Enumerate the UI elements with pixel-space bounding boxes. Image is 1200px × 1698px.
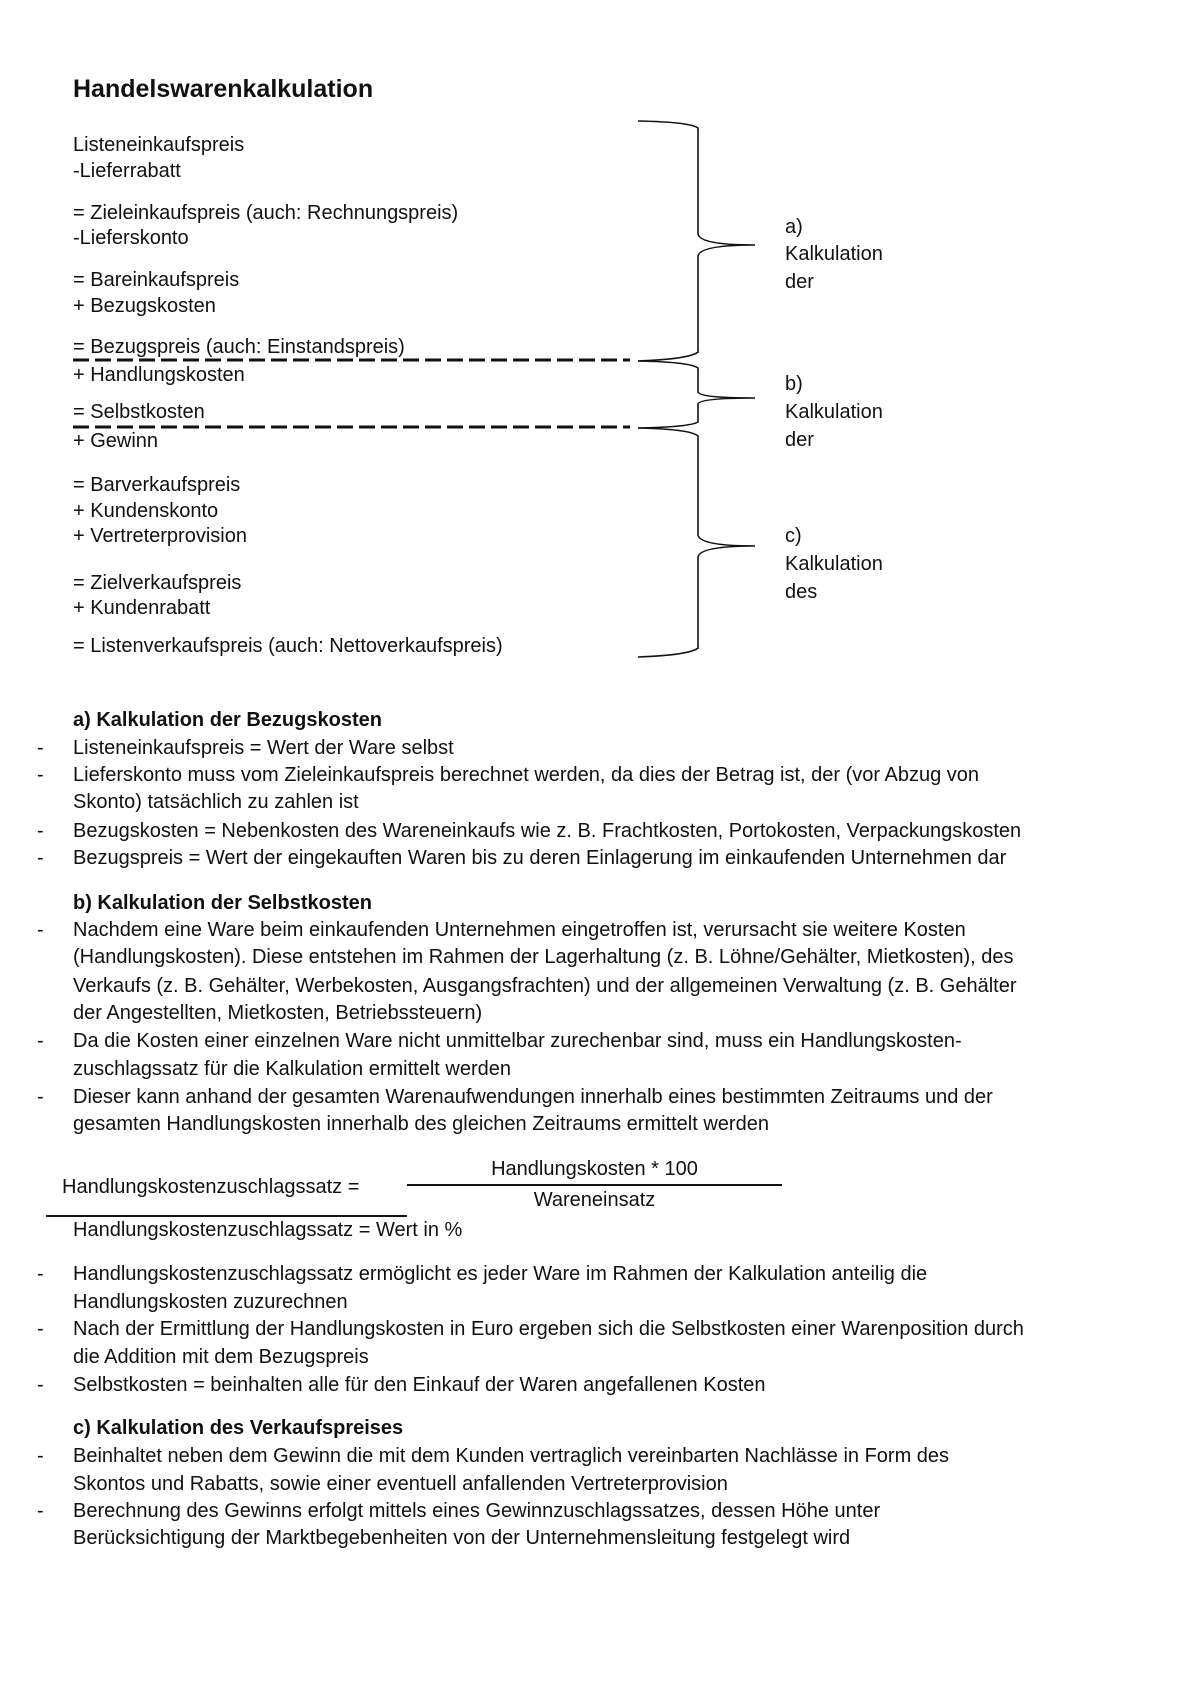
brace-cut-text: der: [785, 271, 814, 293]
scheme-line: + Bezugskosten: [73, 295, 216, 317]
bullet-text: zuschlagssatz für die Kalkulation ermittelt werden: [73, 1058, 511, 1080]
brace-cut-text: des: [785, 581, 818, 603]
scheme-line: = Zieleinkaufspreis (auch: Rechnungspreis): [73, 202, 459, 224]
bullet-dash: -: [37, 1086, 44, 1108]
bullet-text: Handlungskostenzuschlagssatz ermöglicht es jeder Ware im Rahmen der Kalkulation anteilig die: [73, 1263, 928, 1285]
bullet-dash: -: [37, 919, 44, 941]
bullet-dash: -: [37, 1030, 44, 1052]
bullet-text: Verkaufs (z. B. Gehälter, Werbekosten, Ausgangsfrachten) und der allgemeinen Verwaltung (z. B. Gehälter: [73, 975, 1017, 997]
scheme-line: = Bezugspreis (auch: Einstandspreis): [73, 336, 405, 358]
bullet-text: die Addition mit dem Bezugspreis: [73, 1346, 369, 1368]
scheme-line: = Zielverkaufspreis: [73, 572, 242, 594]
brace-cut: [785, 580, 865, 603]
scheme-line: = Barverkaufspreis: [73, 474, 241, 496]
brace-word: Kalkulation: [785, 553, 883, 575]
bullet-text: Skonto) tatsächlich zu zahlen ist: [73, 791, 359, 813]
formula-result: Handlungskostenzuschlagssatz = Wert in %: [73, 1219, 463, 1241]
bullet-text: Da die Kosten einer einzelnen Ware nicht unmittelbar zurechenbar sind, muss ein Handlungskosten-: [73, 1030, 962, 1052]
section-heading: c) Kalkulation des Verkaufspreises: [73, 1417, 404, 1439]
bullet-text: (Handlungskosten). Diese entstehen im Rahmen der Lagerhaltung (z. B. Löhne/Gehälter, Mietkosten), des: [73, 946, 1014, 968]
scheme-line: = Selbstkosten: [73, 401, 205, 423]
bullet-text: Berechnung des Gewinns erfolgt mittels eines Gewinnzuschlagssatzes, dessen Höhe unter: [73, 1500, 881, 1522]
bullet-text: Nachdem eine Ware beim einkaufenden Unternehmen eingetroffen ist, verursacht sie weitere Kosten: [73, 919, 966, 941]
bullet-text: Listeneinkaufspreis = Wert der Ware selbst: [73, 737, 454, 759]
section-heading: b) Kalkulation der Selbstkosten: [73, 892, 372, 914]
formula-denominator: Wareneinsatz: [533, 1189, 656, 1211]
bullet-dash: -: [37, 1500, 44, 1522]
scheme-line: Listeneinkaufspreis: [73, 134, 245, 156]
brace-a: [638, 121, 755, 361]
bullet-text: Bezugskosten = Nebenkosten des Wareneinkaufs wie z. B. Frachtkosten, Portokosten, Verpackungskosten: [73, 820, 1022, 842]
scheme-line: -Lieferskonto: [73, 227, 189, 249]
bullet-text: Dieser kann anhand der gesamten Warenaufwendungen innerhalb eines bestimmten Zeitraums und der: [73, 1086, 993, 1108]
brace-letter: a): [785, 216, 803, 238]
bullet-dash: -: [37, 737, 44, 759]
scheme-line: + Kundenrabatt: [73, 597, 211, 619]
brace-cut: [785, 270, 865, 293]
scheme-line: -Lieferrabatt: [73, 160, 181, 182]
bullet-dash: -: [37, 1263, 44, 1285]
brace-diagram: [0, 0, 1200, 700]
brace-cut: [785, 428, 865, 451]
scheme-line: + Vertreterprovision: [73, 525, 247, 547]
bullet-text: Skontos und Rabatts, sowie einer eventuell anfallenden Vertreterprovision: [73, 1473, 728, 1495]
bullet-text: gesamten Handlungskosten innerhalb des gleichen Zeitraums ermittelt werden: [73, 1113, 769, 1135]
bullet-dash: -: [37, 847, 44, 869]
formula-numerator: Handlungskosten * 100: [491, 1158, 698, 1180]
bullet-text: Berücksichtigung der Marktbegebenheiten von der Unternehmensleitung festgelegt wird: [73, 1527, 851, 1549]
bullet-text: Lieferskonto muss vom Zieleinkaufspreis berechnet werden, da dies der Betrag ist, der (vor Abzug von: [73, 764, 980, 786]
scheme-line: = Listenverkaufspreis (auch: Nettoverkaufspreis): [73, 635, 503, 657]
brace-letter: b): [785, 373, 803, 395]
brace-word: Kalkulation: [785, 243, 883, 265]
section-heading: a) Kalkulation der Bezugskosten: [73, 709, 382, 731]
bullet-dash: -: [37, 1374, 44, 1396]
bullet-dash: -: [37, 820, 44, 842]
bullet-text: Handlungskosten zuzurechnen: [73, 1291, 348, 1313]
brace-cut-text: der: [785, 429, 814, 451]
scheme-line: + Gewinn: [73, 430, 159, 452]
brace-letter: c): [785, 525, 802, 547]
bullet-text: der Angestellten, Mietkosten, Betriebssteuern): [73, 1002, 483, 1024]
brace-c: [638, 428, 755, 657]
bullet-dash: -: [37, 1445, 44, 1467]
bullet-dash: -: [37, 1318, 44, 1340]
brace-b: [638, 361, 755, 428]
bullet-text: Bezugspreis = Wert der eingekauften Waren bis zu deren Einlagerung im einkaufenden Unternehmen dar: [73, 847, 1007, 869]
bullet-text: Beinhaltet neben dem Gewinn die mit dem Kunden vertraglich vereinbarten Nachlässe in Form des: [73, 1445, 950, 1467]
bullet-dash: -: [37, 764, 44, 786]
formula-lhs: Handlungskostenzuschlagssatz =: [62, 1176, 360, 1198]
bullet-text: Selbstkosten = beinhalten alle für den Einkauf der Waren angefallenen Kosten: [73, 1374, 766, 1396]
fraction-line: [407, 1184, 782, 1186]
scheme-line: = Bareinkaufspreis: [73, 269, 240, 291]
formula-underline: [46, 1215, 407, 1217]
scheme-line: + Kundenskonto: [73, 500, 219, 522]
bullet-text: Nach der Ermittlung der Handlungskosten in Euro ergeben sich die Selbstkosten einer Warenposition durch: [73, 1318, 1024, 1340]
scheme-line: + Handlungskosten: [73, 364, 245, 386]
brace-word: Kalkulation: [785, 401, 883, 423]
page-title: Handelswarenkalkulation: [73, 75, 374, 103]
